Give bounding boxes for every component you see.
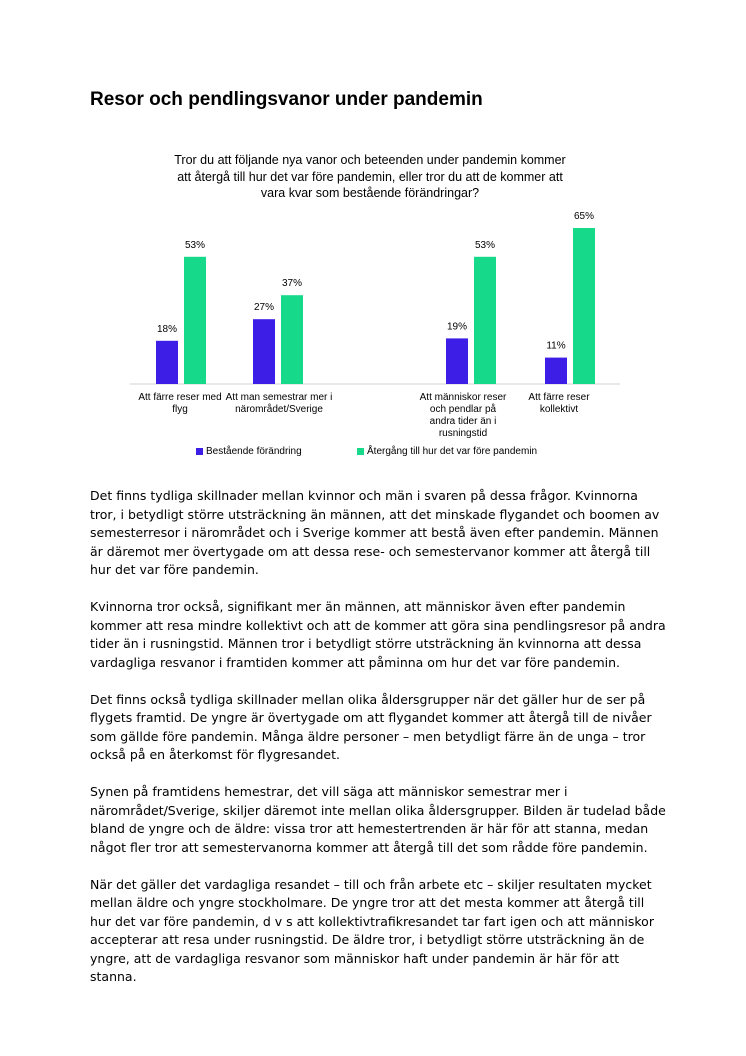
data-label: 37% bbox=[281, 278, 303, 290]
paragraph: Synen på framtidens hemestrar, det vill säga att människor semestrar mer i närområdet/Sverige, skiljer däremot inte mellan olika åldersgrupper. Bilden är tudelad både bland de yngre och de äldre: vissa tror att hemestertrenden är här för att stanna, medan något fler tror att semestervanorna kommer att återgå till det som rådde före pandemin. bbox=[90, 784, 666, 855]
body-text bbox=[90, 487, 668, 1005]
category-label: Att färre reser kollektivt bbox=[528, 392, 590, 415]
page-heading: Resor och pendlingsvanor under pandemin bbox=[90, 89, 483, 110]
legend-label: Återgång till hur det var före pandemin bbox=[367, 446, 538, 457]
bar bbox=[281, 295, 303, 384]
bar bbox=[474, 257, 496, 384]
bar bbox=[156, 341, 178, 384]
data-label: 11% bbox=[546, 340, 566, 352]
paragraph: När det gäller det vardagliga resandet – till och från arbete etc – skiljer resultaten mycket mellan äldre och yngre stockholmare. De yngre tror att det mesta kommer att återgå till hur det var före pandemin, d v s att kollektivtrafikresandet tar fart igen och att människor accepterar att resa under rusningstid. De äldre tror, i betydligt större utsträckning än de yngre, att de vardagliga resvanor som människor haft under pandemin är här för att stanna. bbox=[90, 876, 654, 984]
category-label: Att människor reser och pendlar på andra tider än i rusningstid bbox=[419, 392, 507, 439]
data-label: 18% bbox=[156, 323, 178, 335]
data-label: 27% bbox=[253, 302, 275, 314]
data-label: 53% bbox=[184, 239, 206, 251]
bar bbox=[446, 338, 468, 384]
category-label: Att man semestrar mer i närområdet/Sverige bbox=[225, 392, 333, 415]
data-label: 19% bbox=[446, 321, 468, 333]
legend-label: Bestående förändring bbox=[206, 446, 302, 457]
paragraph: Kvinnorna tror också, signifikant mer än männen, att människor även efter pandemin kommer att resa mindre kollektivt och att de kommer att göra sina pendlingsresor på andra tider än i rusningstid. Männen tror i betydligt större utsträckning än kvinnorna att dessa vardagliga resvanor i framtiden kommer att påminna om hur det var före pandemin. bbox=[90, 599, 666, 670]
data-label: 53% bbox=[474, 239, 496, 251]
chart-title: Tror du att följande nya vanor och beteenden under pandemin kommer att återgå till hur det var före pandemin, eller tror du att de kommer att vara kvar som bestående förändringar? bbox=[174, 153, 566, 200]
bar-chart bbox=[0, 0, 746, 470]
paragraph: Det finns tydliga skillnader mellan kvinnor och män i svaren på dessa frågor. Kvinnorna tror, i betydligt större utsträckning än männen, att det minskade flygandet och boomen av semesterresor i närområdet och i Sverige kommer att bestå även efter pandemin. Männen är däremot mer övertygade om att dessa rese- och semestervanor kommer att återgå till hur det var före pandemin. bbox=[90, 488, 660, 577]
chart-canvas bbox=[0, 0, 746, 470]
bar bbox=[573, 228, 595, 384]
legend-item bbox=[357, 446, 537, 457]
data-label: 65% bbox=[573, 211, 595, 222]
category-label: Att färre reser med flyg bbox=[138, 392, 222, 415]
legend-swatch bbox=[196, 448, 203, 455]
paragraph: Det finns också tydliga skillnader mellan olika åldersgrupper när det gäller hur de ser på flygets framtid. De yngre är övertygade om att flygandet kommer att återgå till de nivåer som gällde före pandemin. Många äldre personer – men betydligt färre än de unga – tror också på en återkomst för flygresandet. bbox=[90, 691, 652, 762]
legend-item bbox=[196, 446, 302, 457]
bar bbox=[545, 358, 567, 384]
bar bbox=[253, 319, 275, 384]
legend-swatch bbox=[357, 448, 364, 455]
bar bbox=[184, 257, 206, 384]
